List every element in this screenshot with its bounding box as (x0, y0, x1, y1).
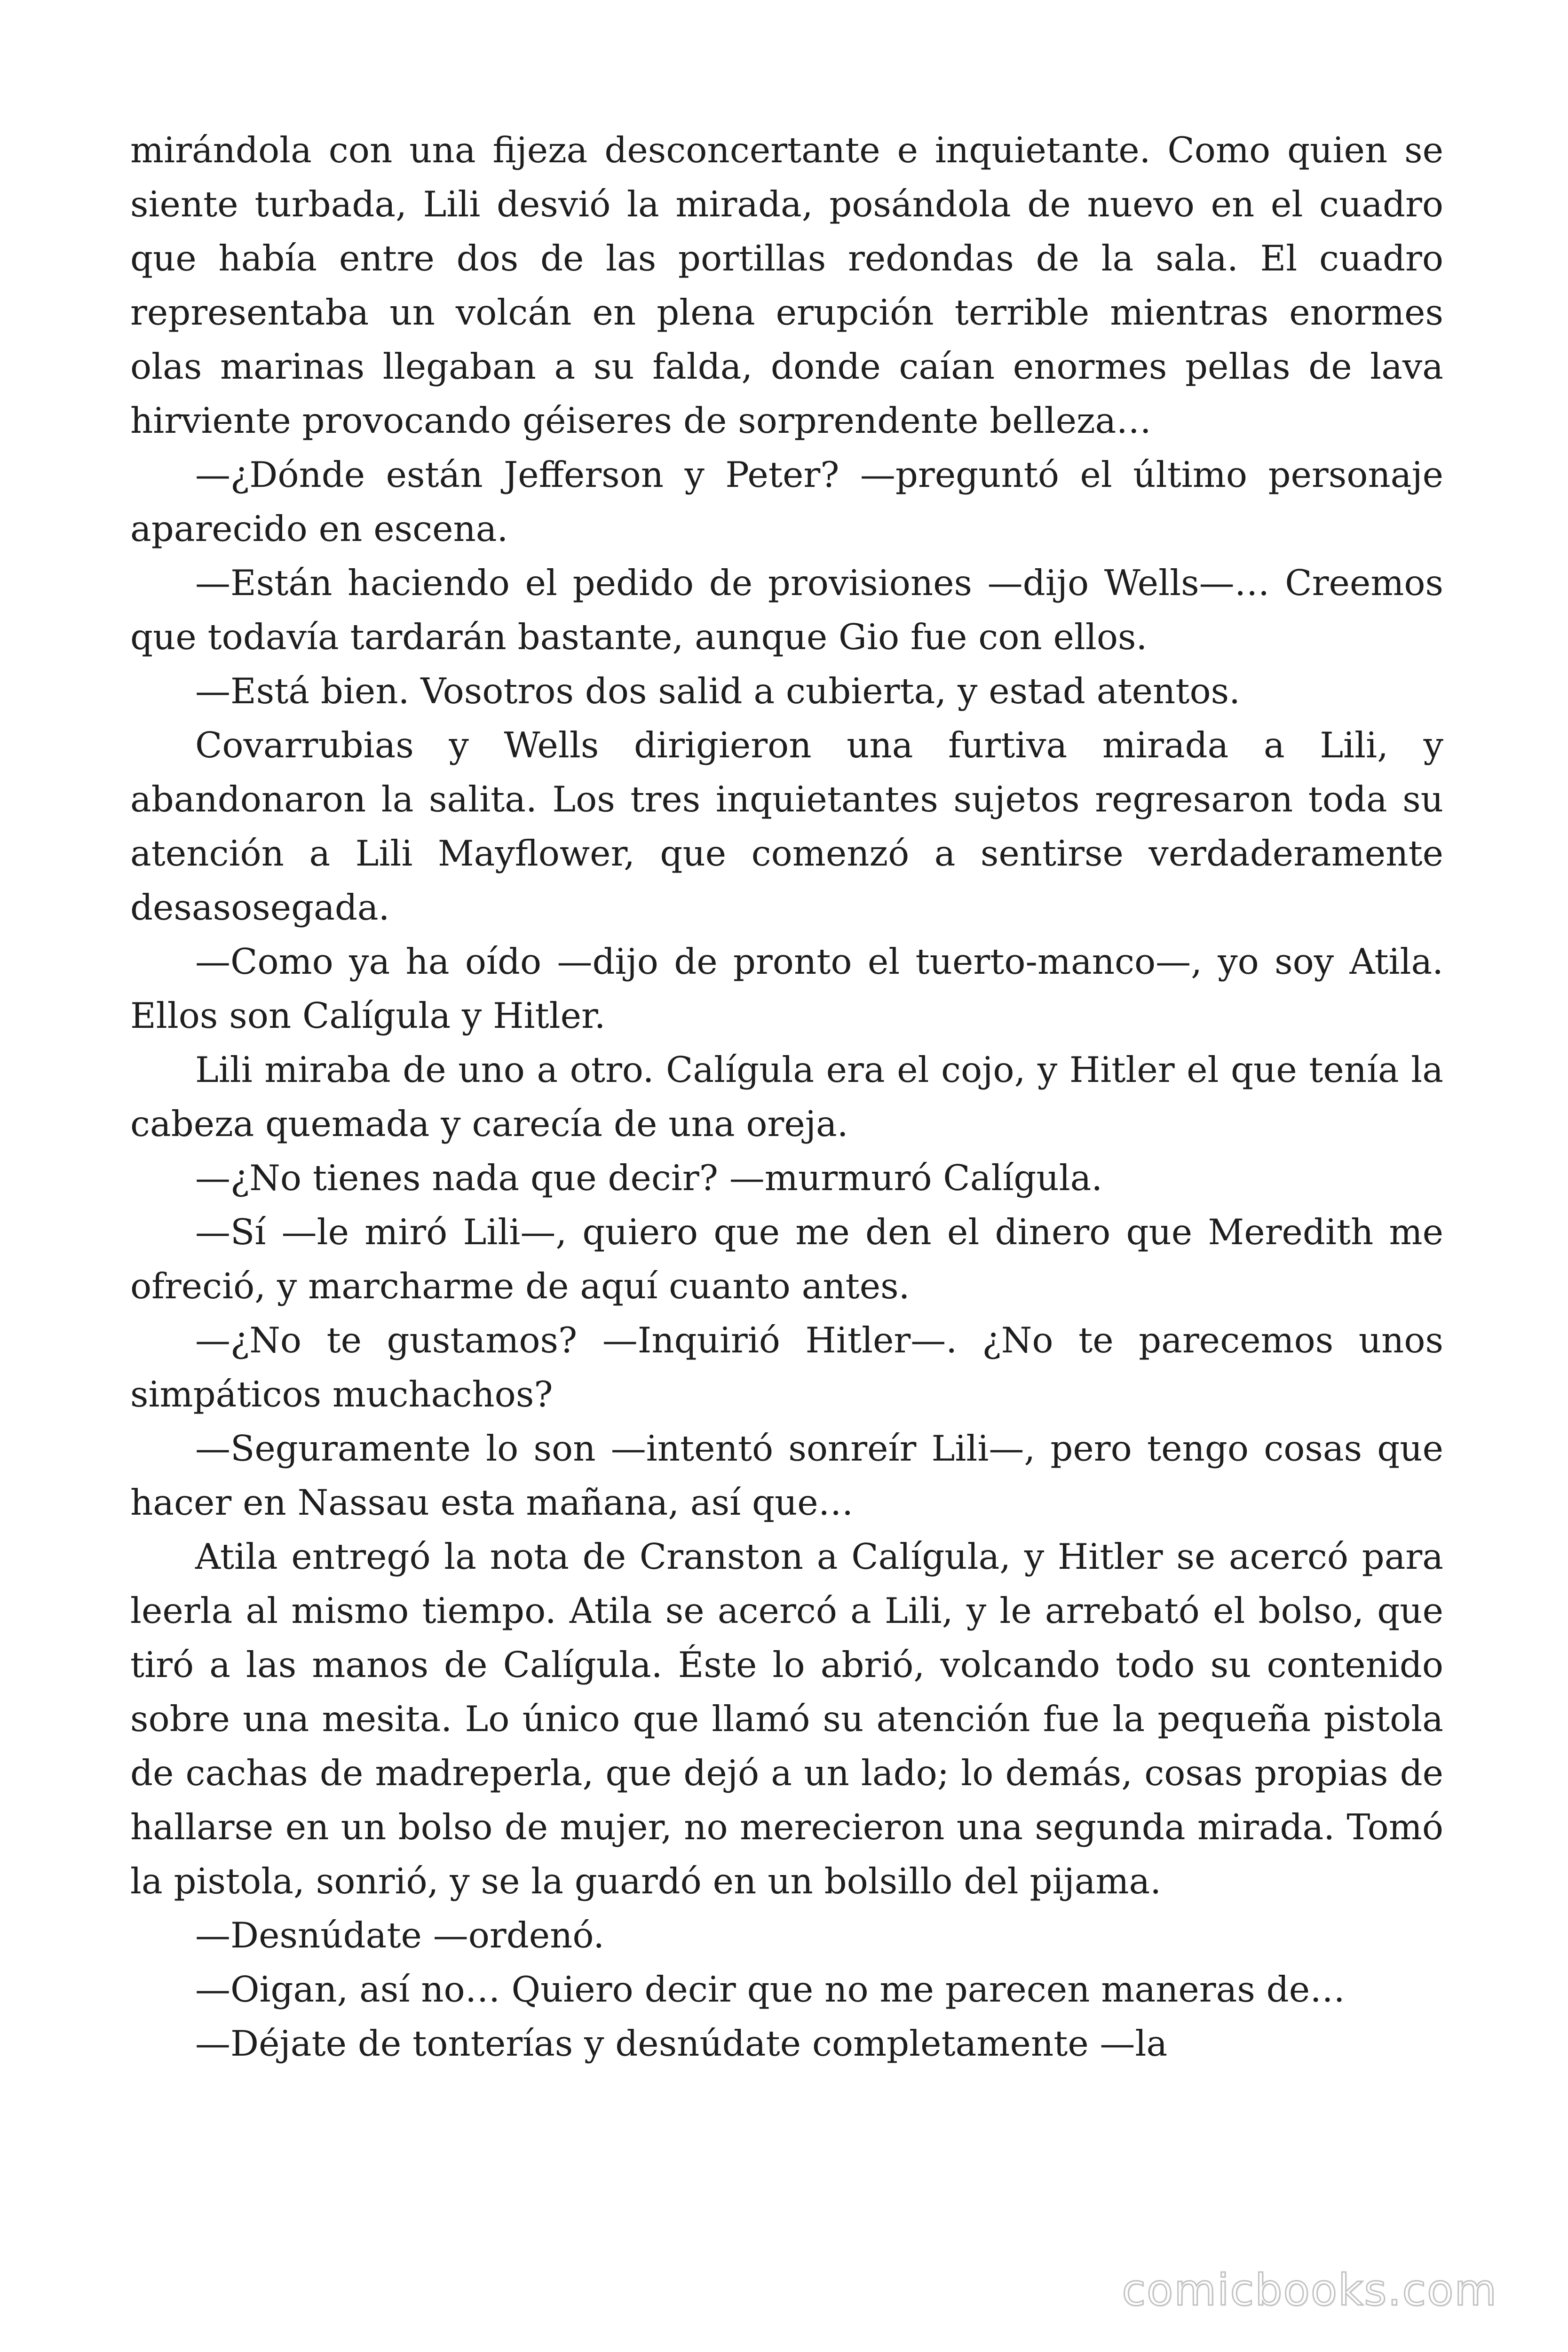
paragraph-8: —¿No tienes nada que decir? —murmuró Calígula. (195, 1157, 1103, 1199)
paragraph-13: —Desnúdate —ordenó. (195, 1915, 605, 1956)
paragraph-10: —¿No te gustamos? —Inquirió Hitler—. ¿No te parecemos unos simpáticos muchachos? (130, 1319, 1443, 1415)
paragraph-3: —Están haciendo el pedido de provisiones —dijo Wells—… Creemos que todavía tardarán bastante, aunque Gio fue con ellos. (130, 562, 1443, 658)
paragraph-2: —¿Dónde están Jefferson y Peter? —preguntó el último personaje aparecido en escena. (130, 454, 1443, 549)
paragraph-15: —Déjate de tonterías y desnúdate completamente —la (195, 2023, 1168, 2064)
paragraph-5: Covarrubias y Wells dirigieron una furtiva mirada a Lili, y abandonaron la salita. Los tres inquietantes sujetos regresaron toda su atención a Lili Mayflower, que comenzó a sentirse verdaderamente desasosegada. (130, 724, 1443, 928)
paragraph-1: mirándola con una fijeza desconcertante e inquietante. Como quien se siente turbada, Lili desvió la mirada, posándola de nuevo en el cuadro que había entre dos de las portillas redondas de la sala. El cuadro representaba un volcán en plena erupción terrible mientras enormes olas marinas llegaban a su falda, donde caían enormes pellas de lava hirviente provocando géiseres de sorprendente belleza… (130, 129, 1443, 441)
watermark-logo: comicbooks.com (1122, 2265, 1497, 2315)
paragraph-6: —Como ya ha oído —dijo de pronto el tuerto-manco—, yo soy Atila. Ellos son Calígula y Hitler. (130, 941, 1443, 1036)
paragraph-14: —Oigan, así no… Quiero decir que no me parecen maneras de… (195, 1969, 1346, 2010)
paragraph-12: Atila entregó la nota de Cranston a Calígula, y Hitler se acercó para leerla al mismo tiempo. Atila se acercó a Lili, y le arrebató el bolso, que tiró a las manos de Calígula. Éste lo abrió, volcando todo su contenido sobre una mesita. Lo único que llamó su atención fue la pequeña pistola de cachas de madreperla, que dejó a un lado; lo demás, cosas propias de hallarse en un bolso de mujer, no merecieron una segunda mirada. Tomó la pistola, sonrió, y se la guardó en un bolsillo del pijama. (130, 1536, 1443, 1902)
body-text (130, 123, 1443, 2071)
paragraph-9: —Sí —le miró Lili—, quiero que me den el dinero que Meredith me ofreció, y marcharme de aquí cuanto antes. (130, 1211, 1443, 1307)
paragraph-11: —Seguramente lo son —intentó sonreír Lili—, pero tengo cosas que hacer en Nassau esta mañana, así que… (130, 1428, 1443, 1523)
paragraph-4: —Está bien. Vosotros dos salid a cubierta, y estad atentos. (195, 670, 1240, 712)
paragraph-7: Lili miraba de uno a otro. Calígula era el cojo, y Hitler el que tenía la cabeza quemada y carecía de una oreja. (130, 1049, 1443, 1144)
